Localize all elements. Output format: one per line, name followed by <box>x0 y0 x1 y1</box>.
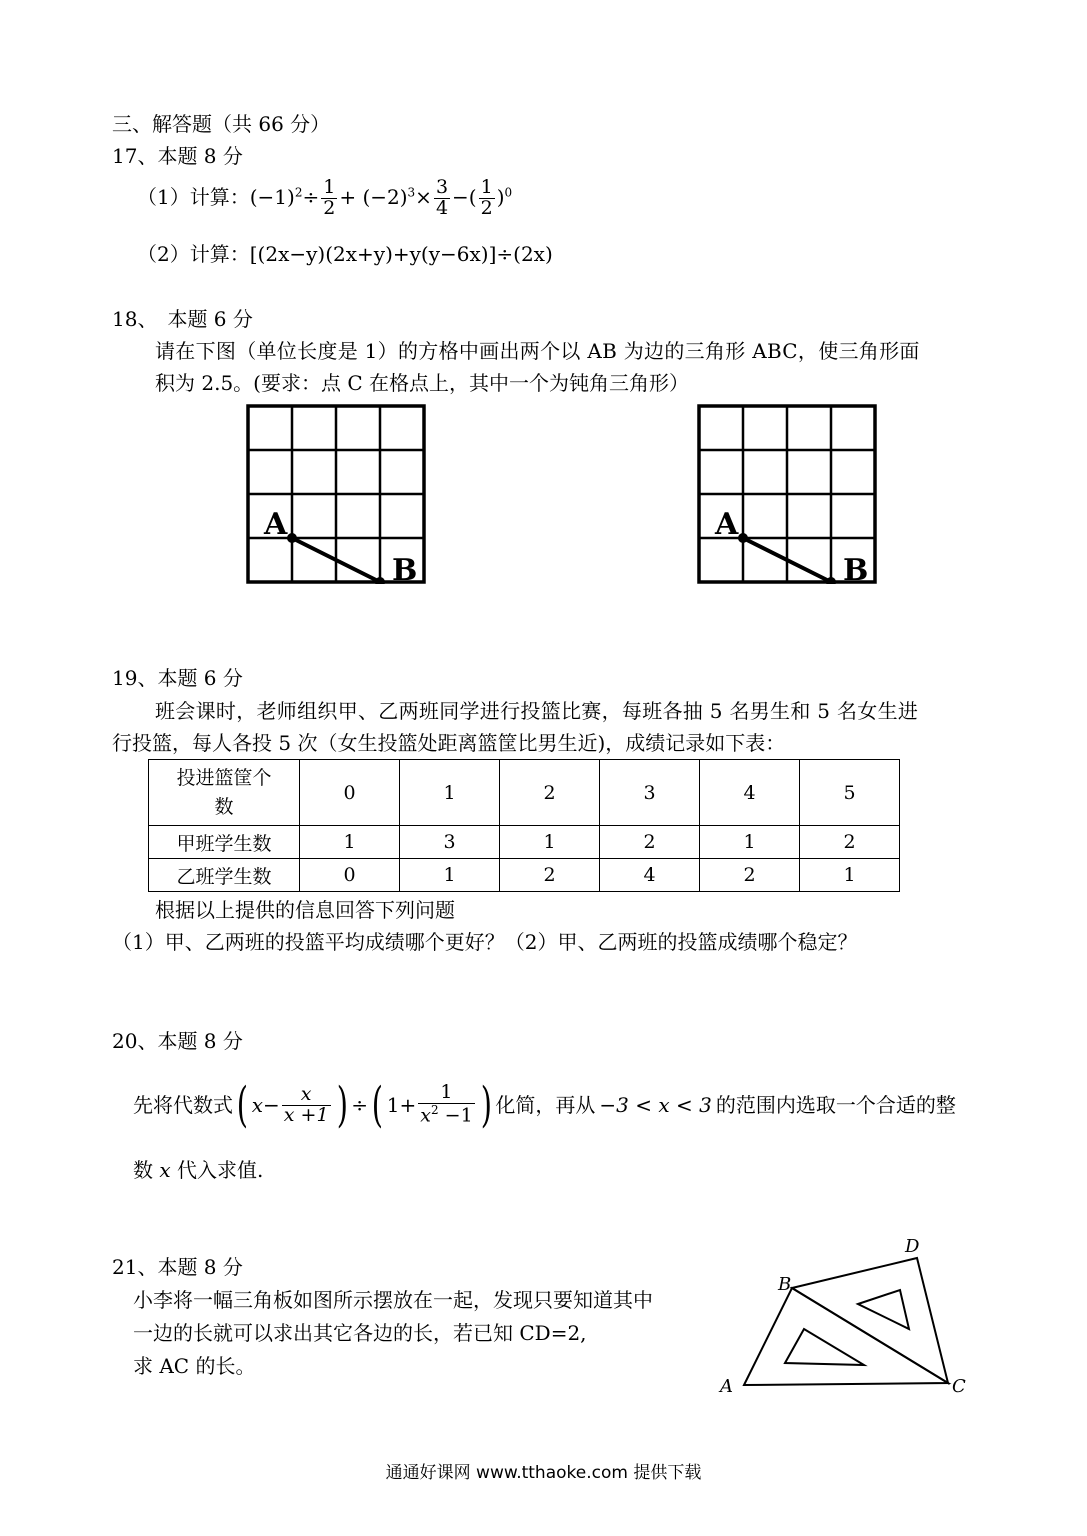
table-cell: 2 <box>700 859 800 892</box>
table-cell: 2 <box>500 859 600 892</box>
q17-exp2: 3 <box>407 185 416 200</box>
q17-times: × <box>415 184 432 209</box>
table-row-label: 甲班学生数 <box>149 826 300 859</box>
q20-range: −3 < x < 3 <box>599 1093 712 1117</box>
q18-header: 18、 本题 6 分 <box>112 307 253 331</box>
section-title: 三、解答题（共 66 分） <box>112 112 331 136</box>
q20-prefix: 先将代数式 <box>133 1093 233 1117</box>
right-paren-2: ) <box>480 1077 492 1133</box>
q20-line2 <box>133 1158 263 1182</box>
q19-question-line: （1）甲、乙两班的投篮平均成绩哪个更好？（2）甲、乙两班的投篮成绩哪个稳定？ <box>112 930 858 954</box>
point-a <box>287 533 297 543</box>
table-cell: 1 <box>800 859 900 892</box>
q20-expression-line <box>133 1070 956 1140</box>
table-row <box>149 859 900 892</box>
q17-frac1: $\frac{1}{2}$ <box>323 176 336 219</box>
label-b: B <box>392 553 418 584</box>
q19-line2: 行投篮，每人各投 5 次（女生投篮处距离篮筐比男生近)，成绩记录如下表： <box>112 731 786 755</box>
q17-div: ÷ <box>302 184 320 209</box>
q19-after-line: 根据以上提供的信息回答下列问题 <box>155 898 455 922</box>
q21-line1: 小李将一幅三角板如图所示摆放在一起，发现只要知道其中 <box>133 1288 653 1312</box>
q17-term2: + (−2) <box>339 184 408 209</box>
q20-one-plus: 1+ <box>386 1093 417 1117</box>
q20-minus: − <box>263 1093 280 1117</box>
point-a <box>738 533 748 543</box>
q18-line2: 积为 2.5。(要求：点 C 在格点上，其中一个为钝角三角形） <box>155 371 689 395</box>
q20-div: ÷ <box>351 1093 369 1117</box>
q17-frac2: $\frac{3}{4}$ <box>435 176 449 219</box>
table-cell: 1 <box>500 826 600 859</box>
q17-part1-label: （1）计算： <box>137 184 250 209</box>
footer-text: 通通好课网 www.tthaoke.com 提供下载 <box>385 1463 702 1483</box>
q18-grid-right <box>697 404 877 584</box>
table-cell: 1 <box>300 826 400 859</box>
q20-suffix: 的范围内选取一个合适的整 <box>715 1093 956 1117</box>
q17-part2 <box>137 242 553 266</box>
table-col-header: 4 <box>700 760 800 826</box>
q17-part2-label: （2）计算： <box>137 242 250 266</box>
q20-header: 20、本题 8 分 <box>112 1029 243 1053</box>
q18-line1: 请在下图（单位长度是 1）的方格中画出两个以 AB 为边的三角形 ABC，使三角形面 <box>155 339 920 363</box>
q21-line2: 一边的长就可以求出其它各边的长，若已知 CD=2, <box>133 1321 587 1345</box>
table-col-header: 5 <box>800 760 900 826</box>
q21-line3: 求 AC 的长。 <box>133 1354 256 1378</box>
table-cell: 4 <box>600 859 700 892</box>
table-header-label: 投进篮筐个 数 <box>149 760 300 826</box>
table-col-header: 0 <box>300 760 400 826</box>
label-a: A <box>715 507 739 542</box>
q17-exp1: 2 <box>294 185 303 200</box>
table-col-header: 2 <box>500 760 600 826</box>
left-paren-1: ( <box>236 1077 248 1133</box>
table-cell: 0 <box>300 859 400 892</box>
q18-grid-left <box>246 404 426 584</box>
right-paren-1: ) <box>336 1077 348 1133</box>
table-header-row <box>149 760 900 826</box>
table-cell: 2 <box>800 826 900 859</box>
q21-triangle-figure <box>712 1230 982 1405</box>
table-cell: 1 <box>400 859 500 892</box>
q17-term1: (−1) <box>249 184 295 209</box>
label-d: D <box>905 1236 920 1257</box>
table-col-header: 1 <box>400 760 500 826</box>
q17-part1 <box>137 178 512 219</box>
q17-part2-expr: [(2x−y)(2x+y)+y(y−6x)]÷(2x) <box>249 242 553 266</box>
table-col-header: 3 <box>600 760 700 826</box>
q20-line2-pre: 数 <box>133 1158 153 1182</box>
q20-frac2: $\frac{1}{x^2 -1}$ <box>420 1081 473 1127</box>
table-row <box>149 826 900 859</box>
q19-line1: 班会课时，老师组织甲、乙两班同学进行投篮比赛，每班各抽 5 名男生和 5 名女生进 <box>155 699 919 723</box>
q20-frac1: $\frac{x}{x +1}$ <box>283 1082 329 1126</box>
label-a: A <box>720 1376 733 1397</box>
label-b: B <box>778 1274 792 1295</box>
q19-header: 19、本题 6 分 <box>112 666 243 690</box>
q21-header: 21、本题 8 分 <box>112 1255 243 1279</box>
table-cell: 1 <box>700 826 800 859</box>
table-cell: 3 <box>400 826 500 859</box>
q17-header: 17、本题 8 分 <box>112 144 243 168</box>
q20-line2-var: x <box>159 1158 171 1182</box>
triangle-abc <box>744 1288 948 1385</box>
label-b: B <box>843 553 869 584</box>
table-cell: 2 <box>600 826 700 859</box>
q17-exp3: 0 <box>504 185 513 200</box>
q20-var-x: x <box>251 1093 264 1117</box>
q20-mid: 化简，再从 <box>495 1093 596 1117</box>
q17-term4: ) <box>496 184 505 209</box>
q17-term3: −( <box>452 184 477 209</box>
left-paren-2: ( <box>371 1077 384 1133</box>
q20-line2-post: 代入求值. <box>177 1158 264 1182</box>
table-row-label: 乙班学生数 <box>149 859 300 892</box>
label-c: C <box>952 1376 966 1397</box>
inner-triangle-left <box>785 1329 864 1365</box>
q17-frac3: $\frac{1}{2}$ <box>480 176 493 219</box>
inner-triangle-right <box>858 1290 909 1329</box>
q19-score-table <box>148 759 900 892</box>
label-a: A <box>264 507 288 542</box>
